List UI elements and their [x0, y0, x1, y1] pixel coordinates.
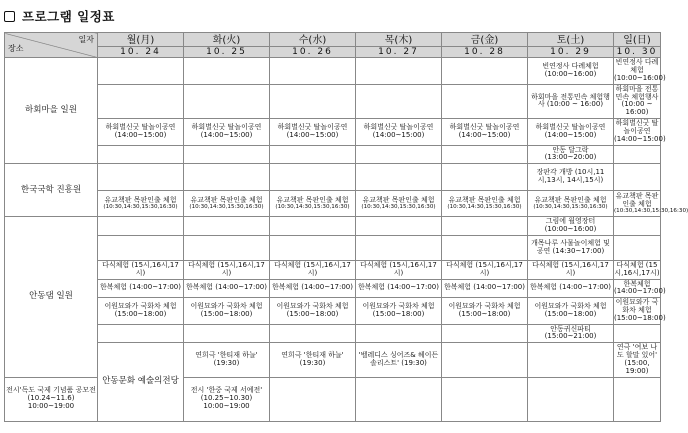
event-woodblock-sun	[614, 191, 688, 217]
venue-andong-culture: 안동문화 예술의전당	[98, 343, 184, 421]
date-header-mon: 10. 24	[98, 47, 184, 58]
woodblock-label: 유교책판 목판인출 체험	[362, 195, 435, 204]
woodblock-times: (10:30,14:30,15:30,16:30)	[361, 204, 436, 211]
woodblock-times: (10:30,14:30,15:30,16:30)	[103, 204, 178, 211]
venue-andong-dam: 안동댐 일원	[5, 217, 98, 377]
event-byeolsingut-mon: 하회별신굿 탈놀이공연 (14:00~15:00)	[98, 119, 184, 145]
venue-korean-studies: 한국국학 진흥원	[5, 164, 98, 217]
woodblock-times: (10:30,14:30,15:30,16:30)	[275, 204, 350, 211]
header-corner-cell	[5, 33, 98, 58]
event-iyunmyo-fri: 이원묘와가 국화차 체험 (15:00~18:00)	[442, 298, 528, 324]
day-header-mon: 월(月)	[98, 33, 184, 47]
woodblock-times: (10:30,14:30,15:30,16:30)	[614, 208, 688, 215]
woodblock-label: 유교책판 목판인출 체험	[534, 195, 607, 204]
woodblock-label: 유교책판 목판인출 체험	[276, 195, 349, 204]
woodblock-times: (10:30,14:30,15:30,16:30)	[533, 204, 608, 211]
place-label: 장소	[8, 44, 24, 54]
event-play-mon: 연희극 '한티재 하늘' (19:30)	[184, 343, 270, 377]
event-dasik-fri: 다식체험 (15시,16시,17시)	[442, 260, 528, 279]
event-hanbok-fri: 한복체험 (14:00~17:00)	[442, 279, 528, 298]
event-dasik-mon: 다식체험 (15시,16시,17시)	[98, 260, 184, 279]
event-woodblock-sat	[528, 191, 614, 217]
event-hanbok-wed: 한복체험 (14:00~17:00)	[270, 279, 356, 298]
checkbox-icon	[4, 11, 15, 22]
event-woodblock-thu	[356, 191, 442, 217]
woodblock-label: 유교책판 목판인출 체험	[448, 195, 521, 204]
event-bellydance: '벨레디스 싱어즈& 헤이든 솔리스트' (19:30)	[356, 343, 442, 377]
date-label: 일자	[78, 35, 94, 44]
event-hanbok-thu: 한복체험 (14:00~17:00)	[356, 279, 442, 298]
event-gaeryeok: 개목나루 사물놀이체험 및 공연 (14:30~17:00)	[528, 235, 614, 260]
event-hanbok-tue: 한복체험 (14:00~17:00)	[184, 279, 270, 298]
event-jangpangak: 장판각 개방 (10시,11시,13시, 14시,15시)	[528, 164, 614, 191]
event-folk-sat: 하회마을 전통민속 체험행사 (10:00 ~ 16:00)	[528, 84, 614, 118]
event-andong-party: 안동귀신파티 (15:00~21:00)	[528, 324, 614, 343]
event-woodblock-mon	[98, 191, 184, 217]
woodblock-times: (10:30,14:30,15:30,16:30)	[447, 204, 522, 211]
woodblock-times: (10:30,14:30,15:30,16:30)	[189, 204, 264, 211]
event-play-tue: 연희극 '한티재 하늘' (19:30)	[270, 343, 356, 377]
event-dasik-wed: 다식체험 (15시,16시,17시)	[270, 260, 356, 279]
page-header	[4, 6, 115, 26]
date-header-thu: 10. 27	[356, 47, 442, 58]
event-folk-sun: 하회마을 전통민속 체험행사 (10:00 ~ 16:00)	[614, 84, 661, 118]
event-dasik-thu: 다식체험 (15시,16시,17시)	[356, 260, 442, 279]
event-andong-dalgura: 안동 달그락 (13:00~20:00)	[528, 145, 614, 164]
event-byeolsingut-thu: 하회별신굿 탈놀이공연 (14:00~15:00)	[356, 119, 442, 145]
event-byeolsingut-tue: 하회별신굿 탈놀이공연 (14:00~15:00)	[184, 119, 270, 145]
event-dasik-sun: 다식체험 (15시,16시,17시)	[614, 260, 661, 279]
event-binyeon-sun: 빈연정사 다례체험 (10:00~16:00)	[614, 58, 661, 84]
day-header-fri: 금(金)	[442, 33, 528, 47]
event-byeolsingut-sun: 하회별신굿 탈놀이공연 (14:00~15:00)	[614, 119, 661, 145]
event-play-sat: 연극 '여보 나도 할말 있어' (15:00, 19:00)	[614, 343, 661, 377]
date-header-wed: 10. 26	[270, 47, 356, 58]
woodblock-label: 유교책판 목판인출 체험	[104, 195, 177, 204]
event-exhibit-tue: 전시 '한중 국제 서예전' (10.25~10.30) 10:00~19:00	[184, 377, 270, 421]
event-woodblock-fri	[442, 191, 528, 217]
event-dasik-sat: 다식체험 (15시,16시,17시)	[528, 260, 614, 279]
date-header-tue: 10. 25	[184, 47, 270, 58]
event-woodblock-tue	[184, 191, 270, 217]
venue-hahoe: 하회마을 일원	[5, 58, 98, 164]
event-hanbok-sun: 한복체험 (14:00~17:00)	[614, 279, 661, 298]
day-header-tue: 화(火)	[184, 33, 270, 47]
page-title: 프로그램 일정표	[22, 9, 115, 24]
event-woryeonggyo: 그림에 월영장터 (10:00~16:00)	[528, 217, 614, 236]
event-iyunmyo-thu: 이원묘와가 국화차 체험 (15:00~18:00)	[356, 298, 442, 324]
event-byeolsingut-wed: 하회별신굿 탈놀이공연 (14:00~15:00)	[270, 119, 356, 145]
event-hanbok-sat: 한복체험 (14:00~17:00)	[528, 279, 614, 298]
woodblock-label: 유교책판 목판인출 체험	[615, 191, 659, 208]
date-header-sun: 10. 30	[614, 47, 661, 58]
woodblock-label: 유교책판 목판인출 체험	[190, 195, 263, 204]
day-header-thu: 목(木)	[356, 33, 442, 47]
event-iyunmyo-sat: 이원묘와가 국화차 체험 (15:00~18:00)	[528, 298, 614, 324]
day-header-sat: 토(土)	[528, 33, 614, 47]
event-woodblock-wed	[270, 191, 356, 217]
event-iyunmyo-sun: 이원묘와가 국화차 체험 (15:00~18:00)	[614, 298, 661, 324]
day-header-sun: 일(日)	[614, 33, 661, 47]
event-dasik-tue: 다식체험 (15시,16시,17시)	[184, 260, 270, 279]
event-byeolsingut-sat: 하회별신굿 탈놀이공연 (14:00~15:00)	[528, 119, 614, 145]
event-binyeon-sat: 빈연정사 다례체험 (10:00~16:00)	[528, 58, 614, 84]
event-exhibit-mon: 전시'독도 국제 기념품 공모전 (10.24~11.6) 10:00~19:00	[5, 377, 98, 421]
schedule-table	[4, 32, 688, 422]
date-header-sat: 10. 29	[528, 47, 614, 58]
event-iyunmyo-mon: 이원묘와가 국화차 체험 (15:00~18:00)	[98, 298, 184, 324]
event-iyunmyo-wed: 이원묘와가 국화차 체험 (15:00~18:00)	[270, 298, 356, 324]
event-iyunmyo-tue: 이원묘와가 국화차 체험 (15:00~18:00)	[184, 298, 270, 324]
event-hanbok-mon: 한복체험 (14:00~17:00)	[98, 279, 184, 298]
event-byeolsingut-fri: 하회별신굿 탈놀이공연 (14:00~15:00)	[442, 119, 528, 145]
day-header-wed: 수(水)	[270, 33, 356, 47]
date-header-fri: 10. 28	[442, 47, 528, 58]
